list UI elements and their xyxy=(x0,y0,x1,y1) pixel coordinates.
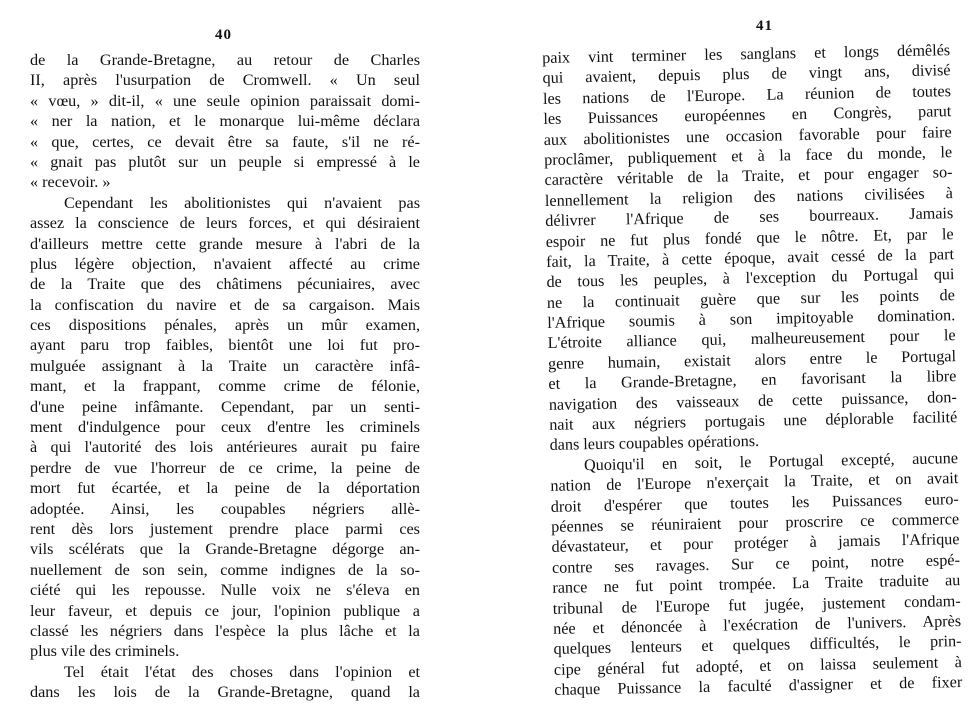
right-page xyxy=(520,0,980,713)
text-line: ciété qui les repousse. Nulle voix ne s'éleva en xyxy=(30,581,420,600)
text-line: d'ailleurs mettre cette grande mesure à l'abri de la xyxy=(30,234,420,253)
text-line: lennellement la religion des nations civilisées à xyxy=(544,183,954,210)
text-line: chaque Puissance la faculté d'assigner et de fixer xyxy=(554,673,963,699)
text-line: et la Grande-Bretagne, en favorisant la libre xyxy=(548,367,957,394)
text-line: dans les lois de la Grande-Bretagne, quand la xyxy=(30,683,420,702)
page-number-left: 40 xyxy=(215,27,232,43)
text-line: ment d'indulgence pour ceux d'entre les criminels xyxy=(30,418,420,437)
text-line: caractère véritable de la Traite, et pour engager so- xyxy=(544,163,953,190)
left-page xyxy=(0,0,450,713)
text-line: cipe général fut adopté, et on laissa seulement à xyxy=(553,652,963,679)
text-line: adoptée. Ainsi, les coupables négriers allè- xyxy=(30,499,420,518)
text-line: rent dès lors justement prendre place parmi ces xyxy=(30,519,420,538)
text-line: les Puissances européennes en Congrès, parut xyxy=(543,102,952,129)
text-line: ne la continuait guère que sur les points de xyxy=(546,285,955,312)
text-line: ces dispositions pénales, après un mûr examen, xyxy=(30,316,420,335)
text-line: nuellement de son sein, comme indignes de la so- xyxy=(30,560,420,579)
text-line: contre ses ravages. Sur ce point, notre espé- xyxy=(551,550,961,577)
text-line: née et dénoncée à l'exécration de l'univers. Après xyxy=(552,611,962,638)
text-line: la confiscation du navire et de sa cargaison. Mais xyxy=(30,295,420,314)
text-line: « ner la nation, et le monarque lui-même déclara xyxy=(30,112,420,131)
text-line: « gnait pas plutôt sur un peuple si empressé à le xyxy=(30,152,420,171)
text-line: mulguée assignant à la Traite un caractère infâ- xyxy=(30,356,420,375)
text-line: de la Traite que des châtimens pécuniaires, avec xyxy=(30,275,420,294)
text-line: d'une peine infâmante. Cependant, par un senti- xyxy=(30,397,420,416)
text-line: plus vile des criminels. xyxy=(30,642,180,661)
text-line: de tous les peuples, à l'exception du Portugal qui xyxy=(546,265,955,292)
text-line: classé les négriers dans l'espèce la plus lâche et la xyxy=(30,621,420,640)
left-page-text xyxy=(30,50,420,703)
text-line: nation de l'Europe n'exerçait la Traite, et on avait xyxy=(550,469,959,496)
text-line: Cependant les abolitionistes qui n'avaient pas xyxy=(64,193,420,212)
text-line: leur faveur, et depuis ce jour, l'opinion publique a xyxy=(30,601,420,620)
text-line: espoir ne fut plus fondé que le nôtre. Et, par le xyxy=(545,224,954,251)
text-line: II, après l'usurpation de Cromwell. « Un seul xyxy=(30,71,420,90)
text-line: « que, certes, ce devait être sa faute, s'il ne ré- xyxy=(30,132,420,151)
text-line: navigation des vaisseaux de cette puissance, don- xyxy=(548,387,957,414)
text-line: les nations de l'Europe. La réunion de toutes xyxy=(542,81,952,108)
text-line: Tel était l'état des choses dans l'opinion et xyxy=(64,662,420,681)
right-page-text xyxy=(542,40,962,700)
text-line: plus légère objection, n'avaient affecté au crime xyxy=(30,254,420,273)
text-line: à qui l'autorité des lois antérieures aurait pu faire xyxy=(30,438,420,457)
text-line: proclâmer, publiquement et à la face du monde, le xyxy=(543,143,953,169)
text-line: « recevoir. » xyxy=(30,173,111,192)
text-line: nait aux négriers portugais une déplorable facilité xyxy=(549,408,958,434)
text-line: L'étroite alliance qui, malheureusement pour le xyxy=(547,326,956,353)
text-line: paix vint terminer les sanglans et longs démêlés xyxy=(542,41,951,67)
text-line: assez la conscience de leurs forces, et qui désiraient xyxy=(30,214,420,233)
text-line: rance ne fut point trompée. La Traite traduite au xyxy=(552,571,961,598)
text-line: délivrer l'Afrique de ses bourreaux. Jamais xyxy=(545,204,954,231)
text-line: péennes se réuniraient pour proscrire ce commerce xyxy=(551,510,960,536)
text-line: fait, la Traite, à cette époque, avait cessé de la part xyxy=(545,245,955,271)
text-line: dévastateur, et pour protéger à jamais l'Afrique xyxy=(551,530,960,557)
text-line: Quoiqu'il en soit, le Portugal excepté, aucune xyxy=(583,448,959,475)
text-line: mort fut écartée, et la peine de la déportation xyxy=(30,479,420,498)
text-line: tribunal de l'Europe fut jugée, justement condam- xyxy=(552,591,961,618)
text-line: perdre de vue l'horreur de ce crime, la peine de xyxy=(30,458,420,477)
text-line: de la Grande-Bretagne, au retour de Charles xyxy=(30,51,420,69)
text-line: qui avaient, depuis plus de vingt ans, divisé xyxy=(542,61,951,88)
text-line: genre humain, existait alors entre le Portugal xyxy=(547,346,957,373)
text-line: dans leurs coupables opérations. xyxy=(549,432,760,455)
text-line: quelques lenteurs et quelques difficultés, le prin- xyxy=(553,632,962,659)
text-line: vils scélérats que la Grande-Bretagne dégorge an- xyxy=(30,540,420,559)
text-line: « vœu, » dit-il, « une seule opinion paraissait domi- xyxy=(30,91,420,110)
text-line: l'Afrique soumis à son impitoyable domination. xyxy=(547,306,956,333)
page-number-right: 41 xyxy=(756,18,773,34)
text-line: ayant paru trop faibles, bientôt une loi fut pro- xyxy=(30,336,420,355)
text-line: droit d'espérer que toutes les Puissances euro- xyxy=(550,489,959,516)
text-line: mant, et la frappant, comme crime de félonie, xyxy=(30,377,420,396)
text-line: aux abolitionistes une occasion favorable pour faire xyxy=(543,122,952,149)
